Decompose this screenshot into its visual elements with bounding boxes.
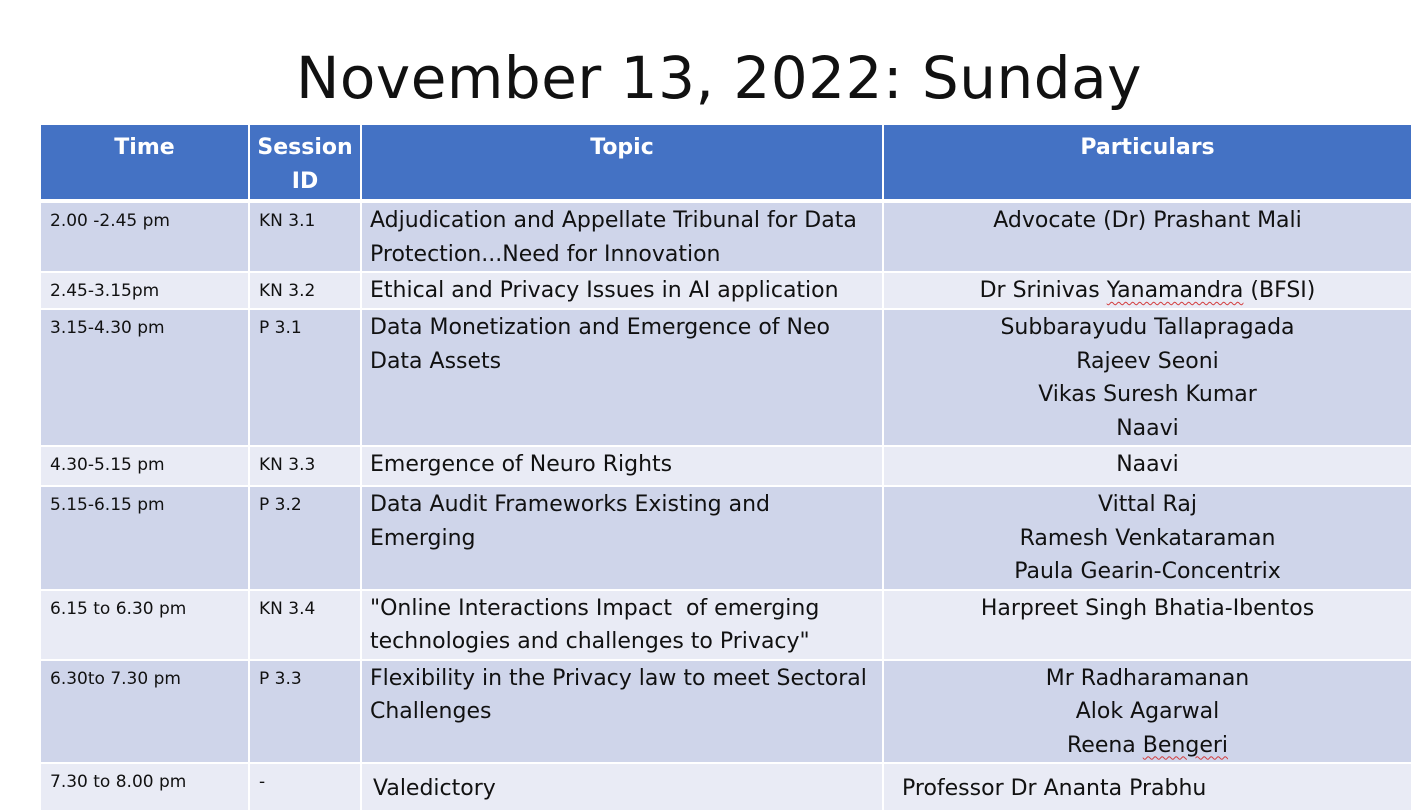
header-session-id: Session ID (249, 124, 361, 201)
table-row (40, 446, 1411, 486)
speaker-name (892, 274, 1403, 308)
cell-particulars (883, 763, 1411, 811)
cell-topic: Data Audit Frameworks Existing and Emerging (361, 486, 883, 590)
cell-topic: Adjudication and Appellate Tribunal for Data Protection...Need for Innovation (361, 201, 883, 272)
cell-particulars (883, 446, 1411, 486)
speaker-name: Naavi (1116, 452, 1179, 477)
speaker-name: Ramesh Venkataraman (1019, 525, 1276, 551)
header-row (40, 124, 1411, 201)
cell-topic: Ethical and Privacy Issues in AI application (361, 272, 883, 309)
cell-particulars (883, 660, 1411, 764)
header-particulars: Particulars (883, 124, 1411, 201)
cell-session-id: P 3.3 (249, 660, 361, 764)
cell-topic: Emergence of Neuro Rights (361, 446, 883, 486)
cell-particulars (883, 309, 1411, 446)
speaker-name: Mr Radharamanan (1045, 665, 1250, 691)
speaker-name: Rajeev Seoni (1076, 348, 1219, 374)
spellcheck-flagged-word: Yanamandra (1106, 278, 1244, 303)
cell-session-id: KN 3.2 (249, 272, 361, 309)
cell-time: 2.45-3.15pm (40, 272, 249, 309)
cell-time: 2.00 -2.45 pm (40, 201, 249, 272)
speaker-name: Vittal Raj (1098, 492, 1197, 517)
cell-topic: Flexibility in the Privacy law to meet Sectoral Challenges (361, 660, 883, 764)
speaker-name-part: Reena (1066, 732, 1143, 758)
table-row (40, 309, 1411, 446)
cell-topic: "Online Interactions Impact of emerging technologies and challenges to Privacy" (361, 590, 883, 660)
speaker-name: Harpreet Singh Bhatia-Ibentos (980, 595, 1315, 621)
header-topic: Topic (361, 124, 883, 201)
speaker-name: Advocate (Dr) Prashant Mali (993, 208, 1302, 233)
cell-particulars (883, 590, 1411, 660)
header-time: Time (40, 124, 249, 201)
schedule-table (39, 123, 1411, 812)
table-row (40, 201, 1411, 272)
spellcheck-flagged-word: Bengeri (1142, 732, 1229, 758)
cell-particulars (883, 272, 1411, 309)
cell-session-id: KN 3.4 (249, 590, 361, 660)
speaker-name: Vikas Suresh Kumar (1038, 382, 1257, 407)
speaker-name: Naavi (1116, 415, 1179, 441)
speaker-name: Paula Gearin-Concentrix (1014, 559, 1281, 584)
cell-session-id: KN 3.3 (249, 446, 361, 486)
table-row (40, 272, 1411, 309)
speaker-name-part: Dr Srinivas (979, 278, 1107, 303)
speaker-name (892, 729, 1403, 763)
cell-time: 5.15-6.15 pm (40, 486, 249, 590)
cell-session-id: KN 3.1 (249, 201, 361, 272)
cell-time: 6.15 to 6.30 pm (40, 590, 249, 660)
table-row (40, 660, 1411, 764)
cell-session-id: P 3.1 (249, 309, 361, 446)
cell-particulars (883, 486, 1411, 590)
speaker-name: Professor Dr Ananta Prabhu (902, 776, 1207, 801)
speaker-name: Subbarayudu Tallapragada (1000, 315, 1295, 340)
page-title: November 13, 2022: Sunday (296, 44, 1142, 112)
cell-particulars (883, 201, 1411, 272)
speaker-name: Alok Agarwal (1075, 699, 1220, 724)
table-row (40, 486, 1411, 590)
speaker-name-part: (BFSI) (1243, 278, 1316, 303)
cell-topic: Data Monetization and Emergence of Neo Data Assets (361, 309, 883, 446)
cell-session-id: - (249, 763, 361, 811)
cell-topic: Valedictory (361, 763, 883, 811)
cell-session-id: P 3.2 (249, 486, 361, 590)
cell-time: 3.15-4.30 pm (40, 309, 249, 446)
cell-time: 4.30-5.15 pm (40, 446, 249, 486)
table-row (40, 763, 1411, 811)
cell-time: 7.30 to 8.00 pm (40, 763, 249, 811)
cell-time: 6.30to 7.30 pm (40, 660, 249, 764)
table-row (40, 590, 1411, 660)
